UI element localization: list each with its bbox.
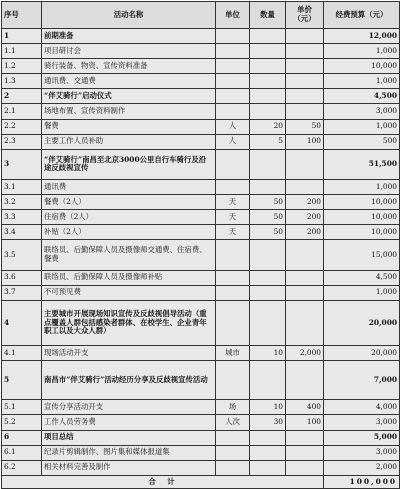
- table-row: [2, 285, 400, 300]
- cell-unit: 天: [216, 195, 250, 210]
- cell-unit-price: [286, 445, 324, 460]
- cell-no: 3.1: [2, 179, 42, 194]
- cell-activity-name: 项目研讨会: [42, 44, 216, 59]
- table-row: [2, 134, 400, 149]
- cell-unit-price: 100: [286, 134, 324, 149]
- cell-no: 5.1: [2, 400, 42, 415]
- cell-unit: 人: [216, 134, 250, 149]
- cell-budget: 20,000: [324, 345, 400, 360]
- cell-unit: [216, 445, 250, 460]
- cell-unit: [216, 270, 250, 285]
- total-budget: 100,000: [324, 475, 400, 488]
- cell-unit: [216, 285, 250, 300]
- cell-budget: 1,000: [324, 119, 400, 134]
- cell-quantity: [250, 29, 286, 44]
- cell-activity-name: 补贴（2人）: [42, 225, 216, 240]
- cell-unit-price: [286, 240, 324, 270]
- cell-quantity: [250, 44, 286, 59]
- cell-unit: [216, 59, 250, 74]
- cell-budget: 1,000: [324, 179, 400, 194]
- cell-budget: 51,500: [324, 149, 400, 179]
- table-row: [2, 430, 400, 445]
- cell-quantity: [250, 460, 286, 475]
- table-row: [2, 59, 400, 74]
- cell-unit: [216, 430, 250, 445]
- cell-unit-price: 400: [286, 400, 324, 415]
- cell-quantity: [250, 179, 286, 194]
- cell-unit-price: 200: [286, 195, 324, 210]
- cell-unit-price: 100: [286, 415, 324, 430]
- cell-quantity: [250, 59, 286, 74]
- cell-no: 6: [2, 430, 42, 445]
- cell-unit: [216, 104, 250, 119]
- cell-no: 2: [2, 89, 42, 104]
- cell-unit-price: [286, 149, 324, 179]
- cell-budget: 5,000: [324, 430, 400, 445]
- cell-no: 3.2: [2, 195, 42, 210]
- cell-no: 3.5: [2, 240, 42, 270]
- budget-document: [1, 1, 399, 486]
- cell-budget: 4,500: [324, 270, 400, 285]
- cell-quantity: [250, 445, 286, 460]
- cell-activity-name: 联络员、后勤保障人员及摄像师补贴: [42, 270, 216, 285]
- cell-unit: 场: [216, 400, 250, 415]
- cell-no: 2.1: [2, 104, 42, 119]
- cell-unit-price: [286, 460, 324, 475]
- cell-unit: [216, 89, 250, 104]
- cell-budget: 3,000: [324, 104, 400, 119]
- cell-quantity: 50: [250, 225, 286, 240]
- cell-quantity: [250, 270, 286, 285]
- cell-budget: 4,000: [324, 400, 400, 415]
- cell-unit: [216, 149, 250, 179]
- cell-activity-name: 餐费: [42, 119, 216, 134]
- cell-unit: 城市: [216, 345, 250, 360]
- cell-unit: 人: [216, 119, 250, 134]
- table-row: [2, 29, 400, 44]
- cell-unit: [216, 179, 250, 194]
- cell-unit: [216, 300, 250, 345]
- cell-budget: 10,000: [324, 210, 400, 225]
- cell-budget: 1,000: [324, 44, 400, 59]
- cell-quantity: [250, 361, 286, 400]
- cell-unit-price: [286, 179, 324, 194]
- cell-activity-name: 场地布置、宣传资料制作: [42, 104, 216, 119]
- cell-unit: [216, 240, 250, 270]
- table-row: [2, 345, 400, 360]
- cell-unit-price: [286, 270, 324, 285]
- table-row: [2, 210, 400, 225]
- cell-activity-name: 南昌市“伴艾骑行”活动经历分享及反歧视宣传活动: [42, 361, 216, 400]
- cell-activity-name: 不可预见费: [42, 285, 216, 300]
- cell-activity-name: 骑行装备、物资、宣传资料准备: [42, 59, 216, 74]
- total-label: 合 计: [2, 475, 324, 488]
- cell-unit-price: [286, 104, 324, 119]
- cell-unit: [216, 74, 250, 89]
- cell-activity-name: 主要城市开展现场知识宣传及反歧视倡导活动（重点覆盖人群包括感染者群体、在校学生、企业青年职工以及大众人群）: [42, 300, 216, 345]
- cell-activity-name: 通讯费: [42, 179, 216, 194]
- cell-unit-price: [286, 361, 324, 400]
- table-row: [2, 270, 400, 285]
- cell-activity-name: 工作人员劳务费: [42, 415, 216, 430]
- table-row: [2, 104, 400, 119]
- cell-no: 3.7: [2, 285, 42, 300]
- cell-unit-price: [286, 74, 324, 89]
- cell-quantity: [250, 430, 286, 445]
- cell-quantity: [250, 285, 286, 300]
- cell-budget: 12,000: [324, 29, 400, 44]
- cell-activity-name: 餐费（2人）: [42, 195, 216, 210]
- cell-no: 4: [2, 300, 42, 345]
- cell-activity-name: 通讯费、交通费: [42, 74, 216, 89]
- cell-unit-price: [286, 285, 324, 300]
- cell-activity-name: “伴艾骑行”南昌至北京3000公里自行车骑行及沿途反歧视宣传: [42, 149, 216, 179]
- table-row: [2, 300, 400, 345]
- cell-no: 3.6: [2, 270, 42, 285]
- cell-budget: 1,000: [324, 285, 400, 300]
- cell-budget: 10,000: [324, 195, 400, 210]
- cell-quantity: [250, 240, 286, 270]
- cell-no: 2.2: [2, 119, 42, 134]
- table-header-row: [2, 2, 400, 29]
- cell-quantity: 50: [250, 210, 286, 225]
- cell-quantity: 10: [250, 400, 286, 415]
- table-body: [2, 29, 400, 476]
- cell-unit-price: 2,000: [286, 345, 324, 360]
- cell-unit-price: 50: [286, 119, 324, 134]
- header-budget: 经费预算（元）: [324, 2, 400, 29]
- cell-activity-name: 联络员、后勤保障人员及摄像师交通费、住宿费、餐费: [42, 240, 216, 270]
- total-row: [2, 475, 400, 488]
- table-row: [2, 179, 400, 194]
- cell-unit-price: [286, 59, 324, 74]
- cell-no: 1.1: [2, 44, 42, 59]
- budget-table: [1, 1, 400, 489]
- cell-quantity: 10: [250, 345, 286, 360]
- cell-budget: 1,000: [324, 74, 400, 89]
- cell-budget: 4,500: [324, 89, 400, 104]
- cell-no: 3.4: [2, 225, 42, 240]
- table-row: [2, 445, 400, 460]
- cell-budget: 7,000: [324, 361, 400, 400]
- cell-quantity: [250, 300, 286, 345]
- cell-unit: [216, 361, 250, 400]
- cell-quantity: [250, 89, 286, 104]
- cell-unit-price: [286, 29, 324, 44]
- cell-unit: [216, 44, 250, 59]
- table-row: [2, 119, 400, 134]
- table-row: [2, 400, 400, 415]
- cell-unit: [216, 460, 250, 475]
- cell-no: 3: [2, 149, 42, 179]
- table-row: [2, 460, 400, 475]
- table-row: [2, 415, 400, 430]
- cell-no: 4.1: [2, 345, 42, 360]
- cell-quantity: [250, 149, 286, 179]
- table-row: [2, 361, 400, 400]
- cell-budget: 10,000: [324, 59, 400, 74]
- table-row: [2, 74, 400, 89]
- cell-unit: 天: [216, 210, 250, 225]
- cell-activity-name: 项目总结: [42, 430, 216, 445]
- cell-activity-name: “伴艾骑行”启动仪式: [42, 89, 216, 104]
- cell-quantity: [250, 74, 286, 89]
- cell-no: 2.3: [2, 134, 42, 149]
- cell-unit-price: [286, 44, 324, 59]
- cell-budget: 3,000: [324, 415, 400, 430]
- cell-quantity: 50: [250, 195, 286, 210]
- cell-no: 3.3: [2, 210, 42, 225]
- cell-unit-price: 200: [286, 225, 324, 240]
- cell-activity-name: 主要工作人员补助: [42, 134, 216, 149]
- cell-unit: 天: [216, 225, 250, 240]
- header-unit: 单位: [216, 2, 250, 29]
- cell-budget: 10,000: [324, 225, 400, 240]
- cell-quantity: 5: [250, 134, 286, 149]
- cell-unit: [216, 29, 250, 44]
- cell-activity-name: 相关材料完善及制作: [42, 460, 216, 475]
- cell-unit-price: [286, 89, 324, 104]
- cell-unit-price: [286, 300, 324, 345]
- cell-budget: 2,000: [324, 460, 400, 475]
- header-unit-price: 单价 （元）: [286, 2, 324, 29]
- table-row: [2, 240, 400, 270]
- cell-no: 1.2: [2, 59, 42, 74]
- cell-budget: 20,000: [324, 300, 400, 345]
- table-row: [2, 195, 400, 210]
- cell-no: 6.2: [2, 460, 42, 475]
- header-activity-name: 活动名称: [42, 2, 216, 29]
- table-row: [2, 44, 400, 59]
- cell-budget: 500: [324, 134, 400, 149]
- cell-unit-price: [286, 430, 324, 445]
- cell-no: 6.1: [2, 445, 42, 460]
- cell-quantity: [250, 104, 286, 119]
- cell-no: 5: [2, 361, 42, 400]
- header-quantity: 数量: [250, 2, 286, 29]
- cell-no: 5.2: [2, 415, 42, 430]
- cell-activity-name: 宣传分享活动开支: [42, 400, 216, 415]
- header-no: 序号: [2, 2, 42, 29]
- cell-unit-price: 200: [286, 210, 324, 225]
- cell-activity-name: 住宿费（2人）: [42, 210, 216, 225]
- cell-no: 1.3: [2, 74, 42, 89]
- cell-budget: 15,000: [324, 240, 400, 270]
- cell-no: 1: [2, 29, 42, 44]
- cell-quantity: 20: [250, 119, 286, 134]
- table-row: [2, 89, 400, 104]
- cell-activity-name: 前期准备: [42, 29, 216, 44]
- cell-activity-name: 现场活动开支: [42, 345, 216, 360]
- cell-unit: 人次: [216, 415, 250, 430]
- table-row: [2, 225, 400, 240]
- cell-quantity: 30: [250, 415, 286, 430]
- cell-budget: 3,000: [324, 445, 400, 460]
- table-row: [2, 149, 400, 179]
- cell-activity-name: 纪录片剪辑制作、图片集和媒体报道集: [42, 445, 216, 460]
